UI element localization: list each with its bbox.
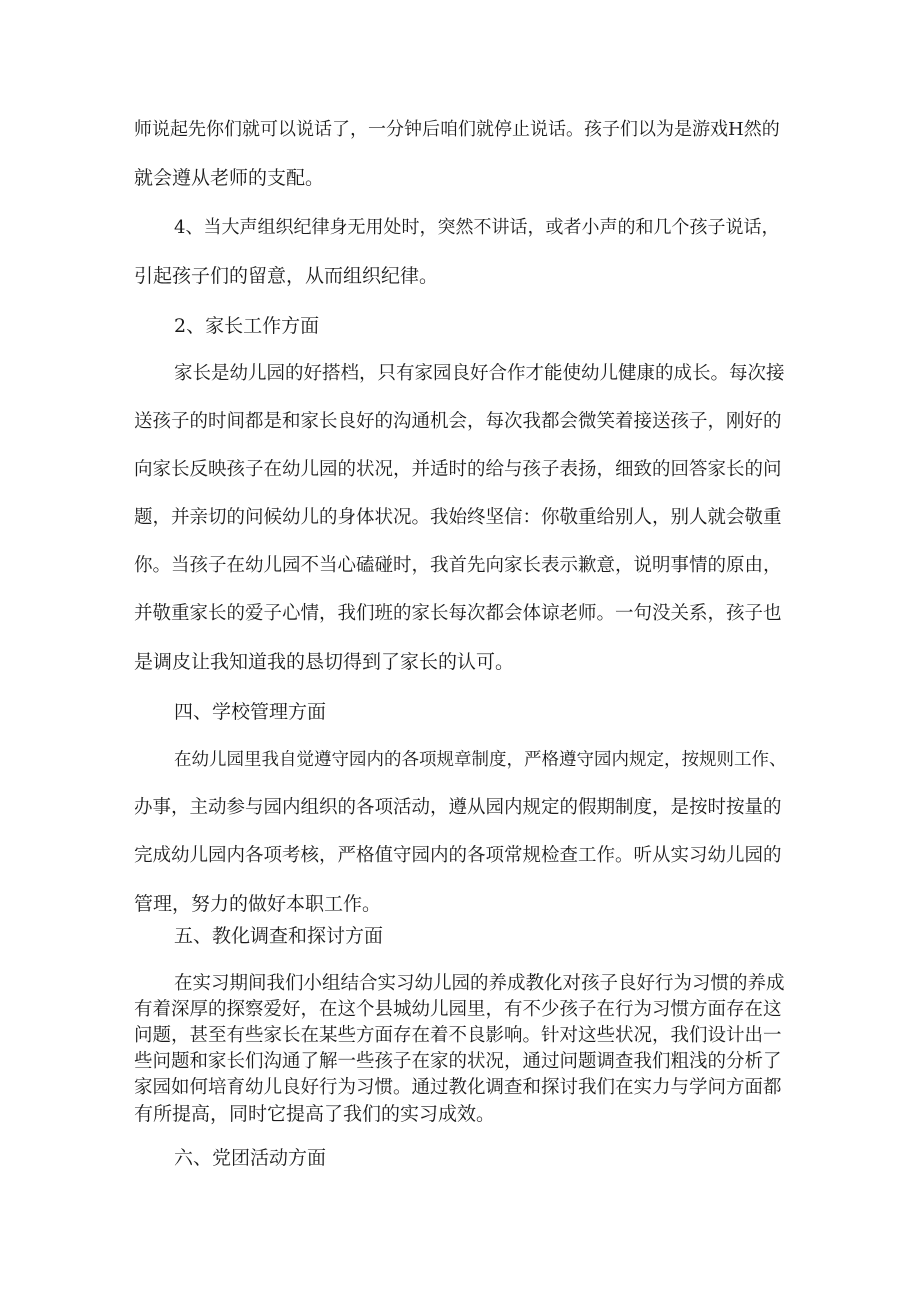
paragraph-line: 题，并亲切的问候幼儿的身体状况。我始终坚信：你敬重给别人，别人就会敬重 [134, 507, 782, 528]
paragraph-line: 并敬重家长的爱子心情，我们班的家长每次都会体谅老师。一句没关系，孩子也 [134, 603, 782, 624]
paragraph-line: 办事，主动参与园内组织的各项活动，遵从园内规定的假期制度，是按时按量的 [134, 797, 782, 818]
paragraph-line: 在幼儿园里我自觉遵守园内的各项规章制度，严格遵守园内规定，按规则工作、 [174, 750, 787, 770]
paragraph-line: 向家长反映孩子在幼儿园的状况，并适时的给与孩子表扬，细致的回答家长的问 [134, 459, 782, 480]
paragraph-line: 在实习期间我们小组结合实习幼儿园的养成教化对孩子良好行为习惯的养成 [174, 973, 785, 994]
section-heading: 四、学校管理方面 [174, 701, 327, 723]
paragraph-line: 就会遵从老师的支配。 [134, 167, 325, 189]
section-heading: 六、党团活动方面 [174, 1147, 327, 1169]
paragraph-line: 家长是幼儿园的好搭档，只有家园良好合作才能使幼儿健康的成长。每次接 [174, 363, 785, 384]
section-heading: 2、家长工作方面 [174, 315, 320, 337]
paragraph-line: 有所提高，同时它提高了我们的实习成效。 [134, 1103, 496, 1125]
paragraph-line: 管理，努力的做好本职工作。 [134, 893, 382, 915]
paragraph-line: 问题，甚至有些家长在某些方面存在着不良影响。针对这些状况，我们设计出一 [134, 1025, 782, 1046]
paragraph-line: 些问题和家长们沟通了解一些孩子在家的状况，通过问题调查我们粗浅的分析了 [134, 1051, 782, 1072]
paragraph-line: 是调皮让我知道我的恳切得到了家长的认可。 [134, 651, 515, 673]
paragraph-line: 师说起先你们就可以说话了，一分钟后咱们就停止说话。孩子们以为是游戏H然的 [134, 119, 780, 140]
paragraph-line: 家园如何培育幼儿良好行为习惯。通过教化调查和探讨我们在实力与学问方面都 [134, 1077, 782, 1098]
paragraph-line: 送孩子的时间都是和家长良好的沟通机会，每次我都会微笑着接送孩子，刚好的 [134, 411, 782, 432]
paragraph-line: 你。当孩子在幼儿园不当心磕碰时，我首先向家长表示歉意，说明事情的原由， [134, 555, 782, 576]
paragraph-line: 4、当大声组织纪律身无用处时，突然不讲话，或者小声的和几个孩子说话， [174, 217, 780, 238]
section-heading: 五、教化调查和探讨方面 [174, 925, 384, 947]
paragraph-line: 有着深厚的探察爱好，在这个县城幼儿园里，有不少孩子在行为习惯方面存在这 [134, 999, 782, 1020]
paragraph-line: 引起孩子们的留意，从而组织纪律。 [134, 265, 439, 287]
paragraph-line: 完成幼儿园内各项考核，严格值守园内的各项常规检查工作。听从实习幼儿园的 [134, 845, 782, 866]
